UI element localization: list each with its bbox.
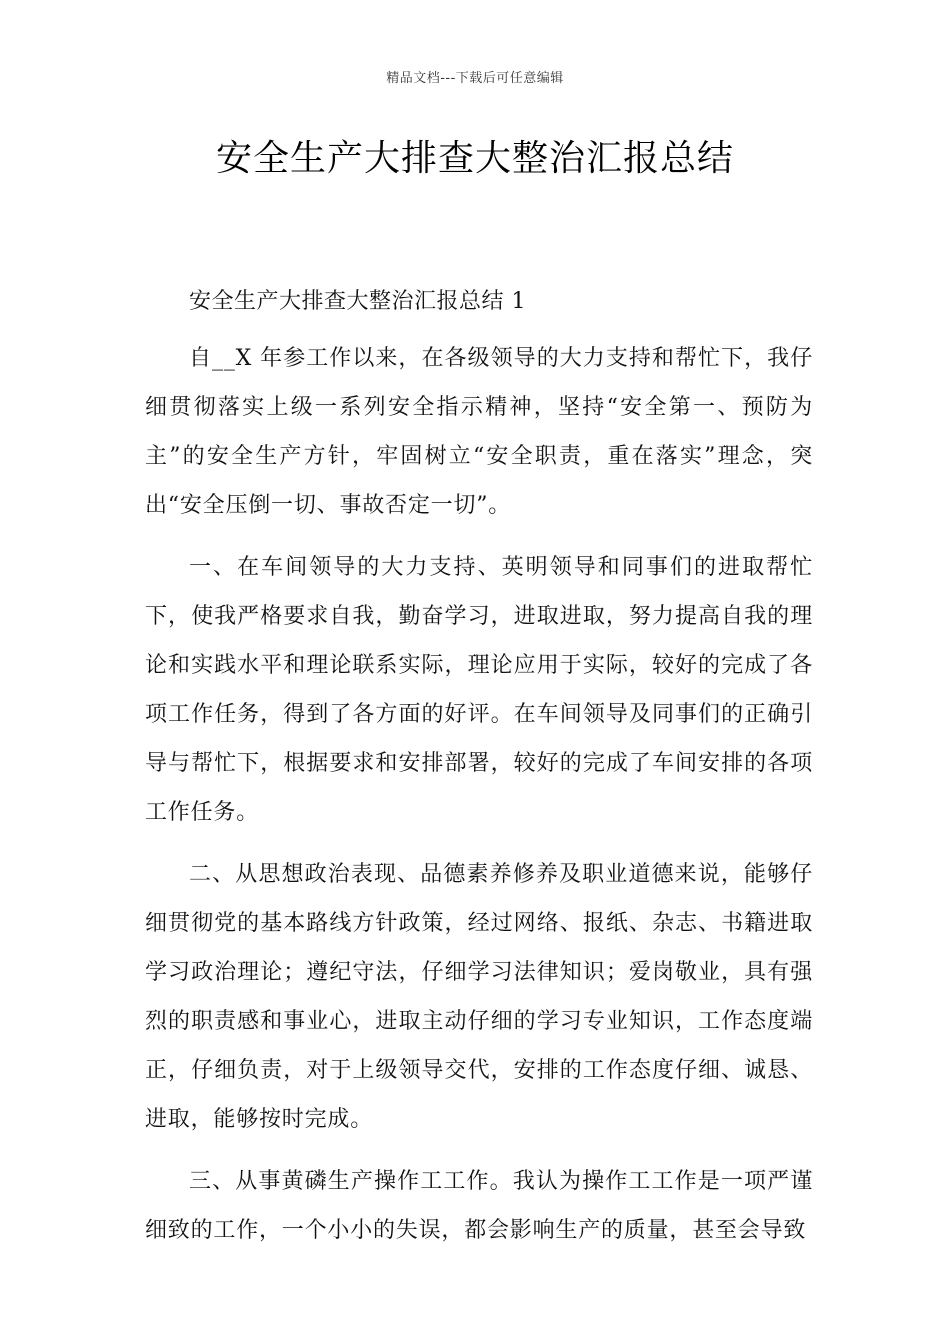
document-title: 安全生产大排查大整治汇报总结 <box>215 138 734 179</box>
paragraph-intro: 自__X 年参工作以来，在各级领导的大力支持和帮忙下，我仔细贯彻落实上级一系列安全指示精神，坚持“安全第一、预防为主”的安全生产方针，牢固树立“安全职责，重在落实”理念，突出“安全压倒一切、事故否定一切”。 <box>145 346 813 518</box>
section-heading: 安全生产大排查大整治汇报总结 1 <box>189 289 526 314</box>
header-note: 精品文档---下载后可任意编辑 <box>386 71 564 86</box>
paragraph-two: 二、从思想政治表现、品德素养修养及职业道德来说，能够仔细贯彻党的基本路线方针政策，经过网络、报纸、杂志、书籍进取学习政治理论；遵纪守法，仔细学习法律知识；爱岗敬业，具有强烈的职责感和事业心，进取主动仔细的学习专业知识，工作态度端正，仔细负责，对于上级领导交代，安排的工作态度仔细、诚恳、进取，能够按时完成。 <box>145 862 813 1132</box>
document-body <box>145 283 813 1268</box>
paragraph-one: 一、在车间领导的大力支持、英明领导和同事们的进取帮忙下，使我严格要求自我，勤奋学习，进取进取，努力提高自我的理论和实践水平和理论联系实际，理论应用于实际，较好的完成了各项工作任务，得到了各方面的好评。在车间领导及同事们的正确引导与帮忙下，根据要求和安排部署，较好的完成了车间安排的各项工作任务。 <box>145 555 813 825</box>
paragraph-three: 三、从事黄磷生产操作工工作。我认为操作工工作是一项严谨细致的工作，一个小小的失误，都会影响生产的质量，甚至会导致 <box>145 1169 813 1243</box>
